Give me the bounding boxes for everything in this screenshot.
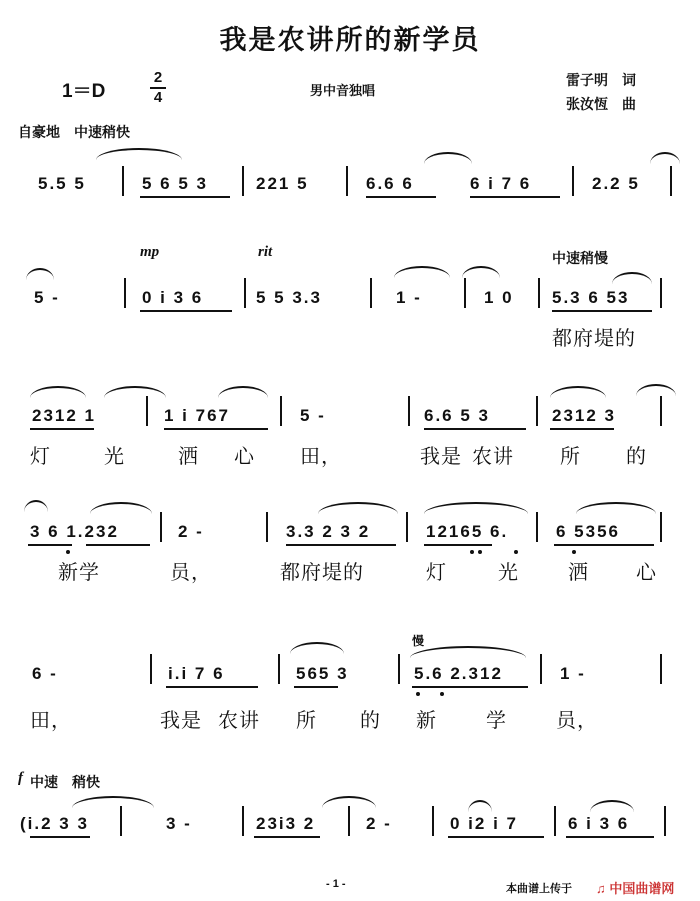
- octave-dot: [66, 550, 70, 554]
- time-signature: [150, 70, 166, 106]
- measure-26: 5.6 2.312: [414, 664, 503, 683]
- barline: [280, 396, 282, 426]
- measure-7: 5 -: [34, 288, 60, 307]
- lyric: 灯: [30, 446, 51, 468]
- lyric: 我是: [420, 446, 462, 468]
- measure-10: 1 -: [396, 288, 422, 307]
- measure-33: 6 i 3 6: [568, 814, 630, 833]
- lyric: 都府堤的: [280, 562, 364, 584]
- barline: [660, 278, 662, 308]
- voice-type: 男中音独唱: [310, 83, 376, 98]
- slur: [424, 152, 472, 164]
- lyric: 的: [626, 446, 647, 468]
- slur: [468, 800, 492, 812]
- lyric: 农讲: [218, 710, 260, 732]
- barline: [244, 278, 246, 308]
- lyric: 洒: [568, 562, 589, 584]
- slur: [26, 268, 54, 280]
- slur: [394, 266, 450, 278]
- measure-25: 565 3: [296, 664, 349, 683]
- barline: [160, 512, 162, 542]
- slur: [636, 384, 676, 396]
- octave-dot: [478, 550, 482, 554]
- lyric: 员，: [170, 562, 212, 584]
- beam: [366, 196, 436, 198]
- lyric: 我是: [160, 710, 202, 732]
- measure-4: 6.6 6: [366, 174, 414, 193]
- lyric: 所: [296, 710, 317, 732]
- lyric: 洒: [178, 446, 199, 468]
- slur: [318, 502, 398, 514]
- beam: [140, 310, 232, 312]
- barline: [348, 806, 350, 836]
- dynamic-f: f: [18, 770, 23, 786]
- measure-19: 2 -: [178, 522, 204, 541]
- measure-3: 221 5: [256, 174, 309, 193]
- meter-top: 2: [153, 69, 163, 86]
- beam: [254, 836, 320, 838]
- tempo-marking: 自豪地 中速稍快: [18, 124, 130, 140]
- barline: [554, 806, 556, 836]
- slur: [424, 502, 528, 514]
- barline: [464, 278, 466, 308]
- slur: [550, 386, 606, 398]
- beam: [412, 686, 528, 688]
- barline: [398, 654, 400, 684]
- beam: [554, 544, 654, 546]
- beam: [294, 686, 338, 688]
- upload-note: 本曲谱上传于: [506, 883, 572, 895]
- site-logo-text: 中国曲谱网: [609, 881, 675, 896]
- barline: [346, 166, 348, 196]
- lyric: 的: [360, 710, 381, 732]
- beam: [30, 428, 94, 430]
- lyric: 灯: [426, 562, 447, 584]
- lyric: 农讲: [472, 446, 514, 468]
- measure-28: (i.2 3 3: [20, 814, 89, 833]
- barline: [408, 396, 410, 426]
- song-title: 我是农讲所的新学员: [219, 25, 481, 55]
- beam: [550, 428, 614, 430]
- slur: [576, 502, 656, 514]
- barline: [432, 806, 434, 836]
- barline: [370, 278, 372, 308]
- barline: [660, 654, 662, 684]
- measure-30: 23i3 2: [256, 814, 316, 833]
- lyric: 新: [416, 710, 437, 732]
- lyric: 光: [104, 446, 125, 468]
- beam: [424, 428, 526, 430]
- lyric: 光: [498, 562, 519, 584]
- barline: [540, 654, 542, 684]
- beam: [166, 686, 258, 688]
- composer: 张汝恆 曲: [566, 96, 636, 112]
- lyric-line-1: 都府堤的: [552, 328, 636, 350]
- beam: [470, 196, 560, 198]
- tempo-marking-3: 慢: [412, 634, 425, 648]
- lyric: 所: [560, 446, 581, 468]
- barline: [278, 654, 280, 684]
- octave-dot: [572, 550, 576, 554]
- lyricist: 雷子明 词: [566, 72, 636, 88]
- measure-32: 0 i2 i 7: [450, 814, 518, 833]
- barline: [120, 806, 122, 836]
- beam: [30, 836, 90, 838]
- beam: [164, 428, 268, 430]
- slur: [462, 266, 500, 278]
- slur: [590, 800, 634, 812]
- slur: [72, 796, 154, 808]
- measure-1: 5.5 5: [38, 174, 86, 193]
- barline: [536, 512, 538, 542]
- barline: [660, 396, 662, 426]
- key-signature: 1＝D: [62, 81, 106, 102]
- measure-8: 0 i 3 6: [142, 288, 204, 307]
- lyric: 田，: [300, 446, 342, 468]
- barline: [146, 396, 148, 426]
- beam: [552, 310, 652, 312]
- barline: [266, 512, 268, 542]
- barline: [150, 654, 152, 684]
- slur: [218, 386, 268, 398]
- measure-18: 3 6 1.232: [30, 522, 119, 541]
- barline: [670, 166, 672, 196]
- beam: [566, 836, 654, 838]
- measure-22: 6 5356: [556, 522, 620, 541]
- measure-16: 6.6 5 3: [424, 406, 490, 425]
- barline: [536, 396, 538, 426]
- measure-13: 2312 1: [32, 406, 96, 425]
- measure-11: 1 0: [484, 288, 514, 307]
- measure-14: 1 i 767: [164, 406, 230, 425]
- beam: [28, 544, 72, 546]
- dynamic-mp: mp: [140, 244, 160, 260]
- octave-dot: [514, 550, 518, 554]
- lyric: 田，: [30, 710, 72, 732]
- measure-27: 1 -: [560, 664, 586, 683]
- barline: [406, 512, 408, 542]
- lyric: 新学: [58, 562, 100, 584]
- measure-15: 5 -: [300, 406, 326, 425]
- beam: [286, 544, 396, 546]
- slur: [650, 152, 680, 164]
- site-logo[interactable]: [596, 878, 674, 897]
- measure-24: i.i 7 6: [168, 664, 225, 683]
- barline: [124, 278, 126, 308]
- beam: [424, 544, 492, 546]
- octave-dot: [416, 692, 420, 696]
- barline: [122, 166, 124, 196]
- barline: [538, 278, 540, 308]
- tempo-marking-2: 中速稍慢: [552, 250, 608, 266]
- lyric: 心: [234, 446, 255, 468]
- barline: [572, 166, 574, 196]
- beam: [140, 196, 230, 198]
- measure-20: 3.3 2 3 2: [286, 522, 371, 541]
- measure-17: 2312 3: [552, 406, 616, 425]
- barline: [242, 806, 244, 836]
- slur: [410, 646, 526, 658]
- slur: [30, 386, 86, 398]
- measure-5: 6 i 7 6: [470, 174, 532, 193]
- barline: [660, 512, 662, 542]
- measure-29: 3 -: [166, 814, 192, 833]
- page-number: - 1 -: [326, 878, 346, 890]
- tempo-marking-4: 中速 稍快: [30, 774, 100, 790]
- meter-bottom: 4: [153, 89, 163, 106]
- slur: [322, 796, 376, 808]
- beam: [86, 544, 150, 546]
- measure-31: 2 -: [366, 814, 392, 833]
- octave-dot: [440, 692, 444, 696]
- slur: [90, 502, 152, 514]
- lyric: 心: [636, 562, 657, 584]
- measure-9: 5 5 3.3: [256, 288, 322, 307]
- slur: [612, 272, 652, 284]
- beam: [448, 836, 544, 838]
- slur: [24, 500, 48, 512]
- measure-2: 5 6 5 3: [142, 174, 208, 193]
- measure-23: 6 -: [32, 664, 58, 683]
- slur: [104, 386, 166, 398]
- music-note-icon: ♫: [596, 881, 606, 896]
- lyric: 员，: [556, 710, 598, 732]
- measure-12: 5.3 6 53: [552, 288, 630, 307]
- dynamic-rit: rit: [258, 244, 273, 260]
- barline: [664, 806, 666, 836]
- octave-dot: [470, 550, 474, 554]
- barline: [242, 166, 244, 196]
- measure-21: 12165 6.: [426, 522, 509, 541]
- slur: [290, 642, 344, 654]
- slur: [96, 148, 182, 160]
- lyric: 学: [486, 710, 507, 732]
- measure-6: 2.2 5: [592, 174, 640, 193]
